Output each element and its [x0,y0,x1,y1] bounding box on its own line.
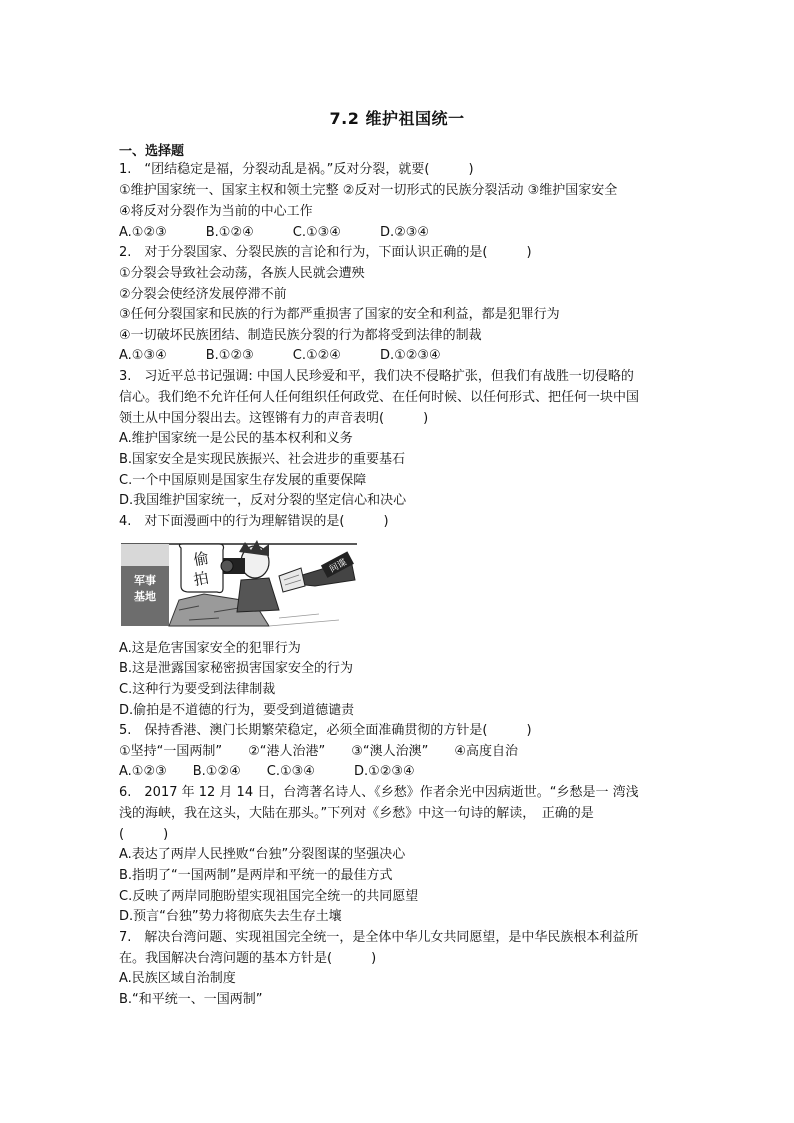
text-line: B.国家安全是实现民族振兴、社会进步的重要基石 [119,452,406,467]
text-line: 2. 对于分裂国家、分裂民族的言论和行为，下面认识正确的是( ) [119,245,532,260]
text-line: 信心。我们绝不允许任何人任何组织任何政党、在任何时候、以任何形式、把任何一块中国 [119,390,640,405]
text-line: 在。我国解决台湾问题的基本方针是( ) [119,951,377,966]
spy-label: 间谍 [328,557,349,576]
camera-lens [221,560,233,572]
text-line: 7. 解决台湾问题、实现祖国完全统一，是全体中华儿女共同愿望，是中华民族根本利益所 [119,930,639,945]
text-line: 5. 保持香港、澳门长期繁荣稳定，必须全面准确贯彻的方针是( ) [119,723,532,738]
text-line: 领土从中国分裂出去。这铿锵有力的声音表明( ) [119,411,429,426]
text-line: C.一个中国原则是国家生存发展的重要保障 [119,473,367,488]
ground-lines [269,614,339,626]
text-line: B.指明了“一国两制”是两岸和平统一的最佳方式 [119,868,393,883]
text-line: ②分裂会使经济发展停滞不前 [119,287,287,302]
bubble-char-2: 拍 [192,568,211,590]
text-line: ①维护国家统一、国家主权和领土完整 ②反对一切形式的民族分裂活动 ③维护国家安全 [119,183,618,198]
text-line: 4. 对下面漫画中的行为理解错误的是( ) [119,514,389,529]
text-line: A.①②③ B.①②④ C.①③④ D.②③④ [119,225,430,240]
text-line: ①坚持“一国两制” ②“港人治港” ③“澳人治澳” ④高度自治 [119,744,519,759]
text-line: D.我国维护国家统一，反对分裂的坚定信心和决心 [119,493,407,508]
cartoon-svg [119,540,359,632]
text-line: B.这是泄露国家秘密损害国家安全的行为 [119,661,354,676]
sky-shape [121,544,169,566]
text-line: 6. 2017 年 12 月 14 日，台湾著名诗人、《乡愁》作者余光中因病逝世。“乡愁是一 湾浅 [119,785,639,800]
bubble-char-1: 偷 [192,548,211,570]
base-label-line2: 基地 [134,590,156,603]
cartoon-illustration [119,540,359,632]
text-line: ③任何分裂国家和民族的行为都严重损害了国家的安全和利益，都是犯罪行为 [119,307,560,322]
text-line: C.反映了两岸同胞盼望实现祖国完全统一的共同愿望 [119,889,419,904]
text-line: A.①③④ B.①②③ C.①②④ D.①②③④ [119,348,441,363]
base-label-line1: 军事 [134,574,156,587]
text-line: A.表达了两岸人民挫败“台独”分裂图谋的坚强决心 [119,847,406,862]
text-line: B.“和平统一、一国两制” [119,992,263,1007]
text-line: A.维护国家统一是公民的基本权利和义务 [119,431,353,446]
text-line: A.①②③ B.①②④ C.①③④ D.①②③④ [119,764,415,779]
page-title: 7.2 维护祖国统一 [329,109,465,128]
text-line: ④将反对分裂作为当前的中心工作 [119,204,313,219]
text-line: A.民族区域自治制度 [119,971,236,986]
text-line: ①分裂会导致社会动荡，各族人民就会遭殃 [119,266,365,281]
text-line: 1. “团结稳定是福，分裂动乱是祸。”反对分裂，就要( ) [119,162,474,177]
text-line: D.预言“台独”势力将彻底失去生存土壤 [119,909,342,924]
money-notes [279,568,305,592]
text-line: 浅的海峡，我在这头，大陆在那头。”下列对《乡愁》中这一句诗的解读， 正确的是 [119,806,594,821]
text-line: 3. 习近平总书记强调: 中国人民珍爱和平，我们决不侵略扩张，但我们有战胜一切侵略的 [119,369,634,384]
photographer-body [237,578,279,612]
text-line: C.这种行为要受到法律制裁 [119,682,276,697]
text-line: A.这是危害国家安全的犯罪行为 [119,641,301,656]
text-line: ( ) [119,827,169,842]
text-line: ④一切破坏民族团结、制造民族分裂的行为都将受到法律的制裁 [119,328,482,343]
section-heading: 一、选择题 [119,144,185,159]
text-line: D.偷拍是不道德的行为，要受到道德谴责 [119,703,355,718]
